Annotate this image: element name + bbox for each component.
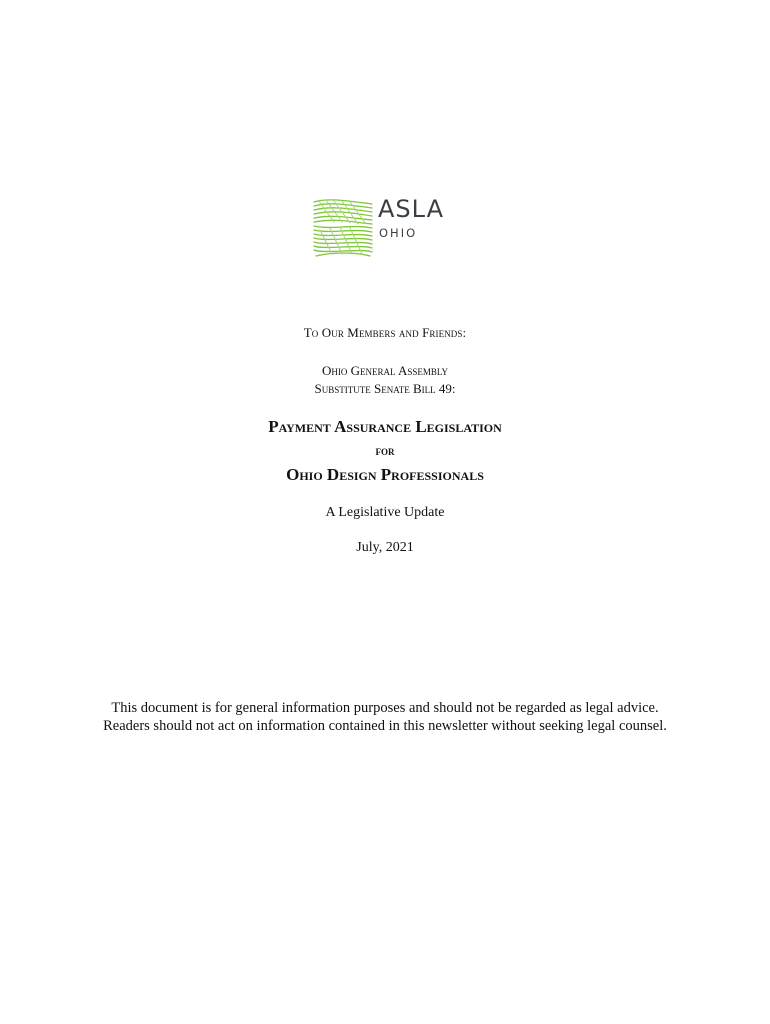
salutation: To Our Members and Friends:	[303, 325, 467, 340]
document-date: July, 2021	[356, 540, 414, 555]
document-subtitle: A Legislative Update	[325, 505, 445, 520]
document-title-line-1: Payment Assurance Legislation	[268, 417, 502, 436]
disclaimer-line-2: Readers should not act on information contained in this newsletter without seeking legal counsel.	[103, 718, 667, 734]
logo-chapter: OHIO	[379, 226, 418, 240]
bill-heading-line-2: Substitute Senate Bill 49:	[314, 381, 456, 396]
logo-wordmark: ASLA	[378, 195, 444, 223]
bill-heading-line-1: Ohio General Assembly	[321, 363, 449, 378]
landscape-lines-icon	[312, 196, 374, 258]
disclaimer-line-1: This document is for general information purposes and should not be regarded as legal advice.	[111, 700, 659, 716]
document-title-line-2: for	[375, 443, 395, 458]
asla-ohio-logo	[312, 196, 462, 262]
document-title-line-3: Ohio Design Professionals	[286, 465, 484, 484]
